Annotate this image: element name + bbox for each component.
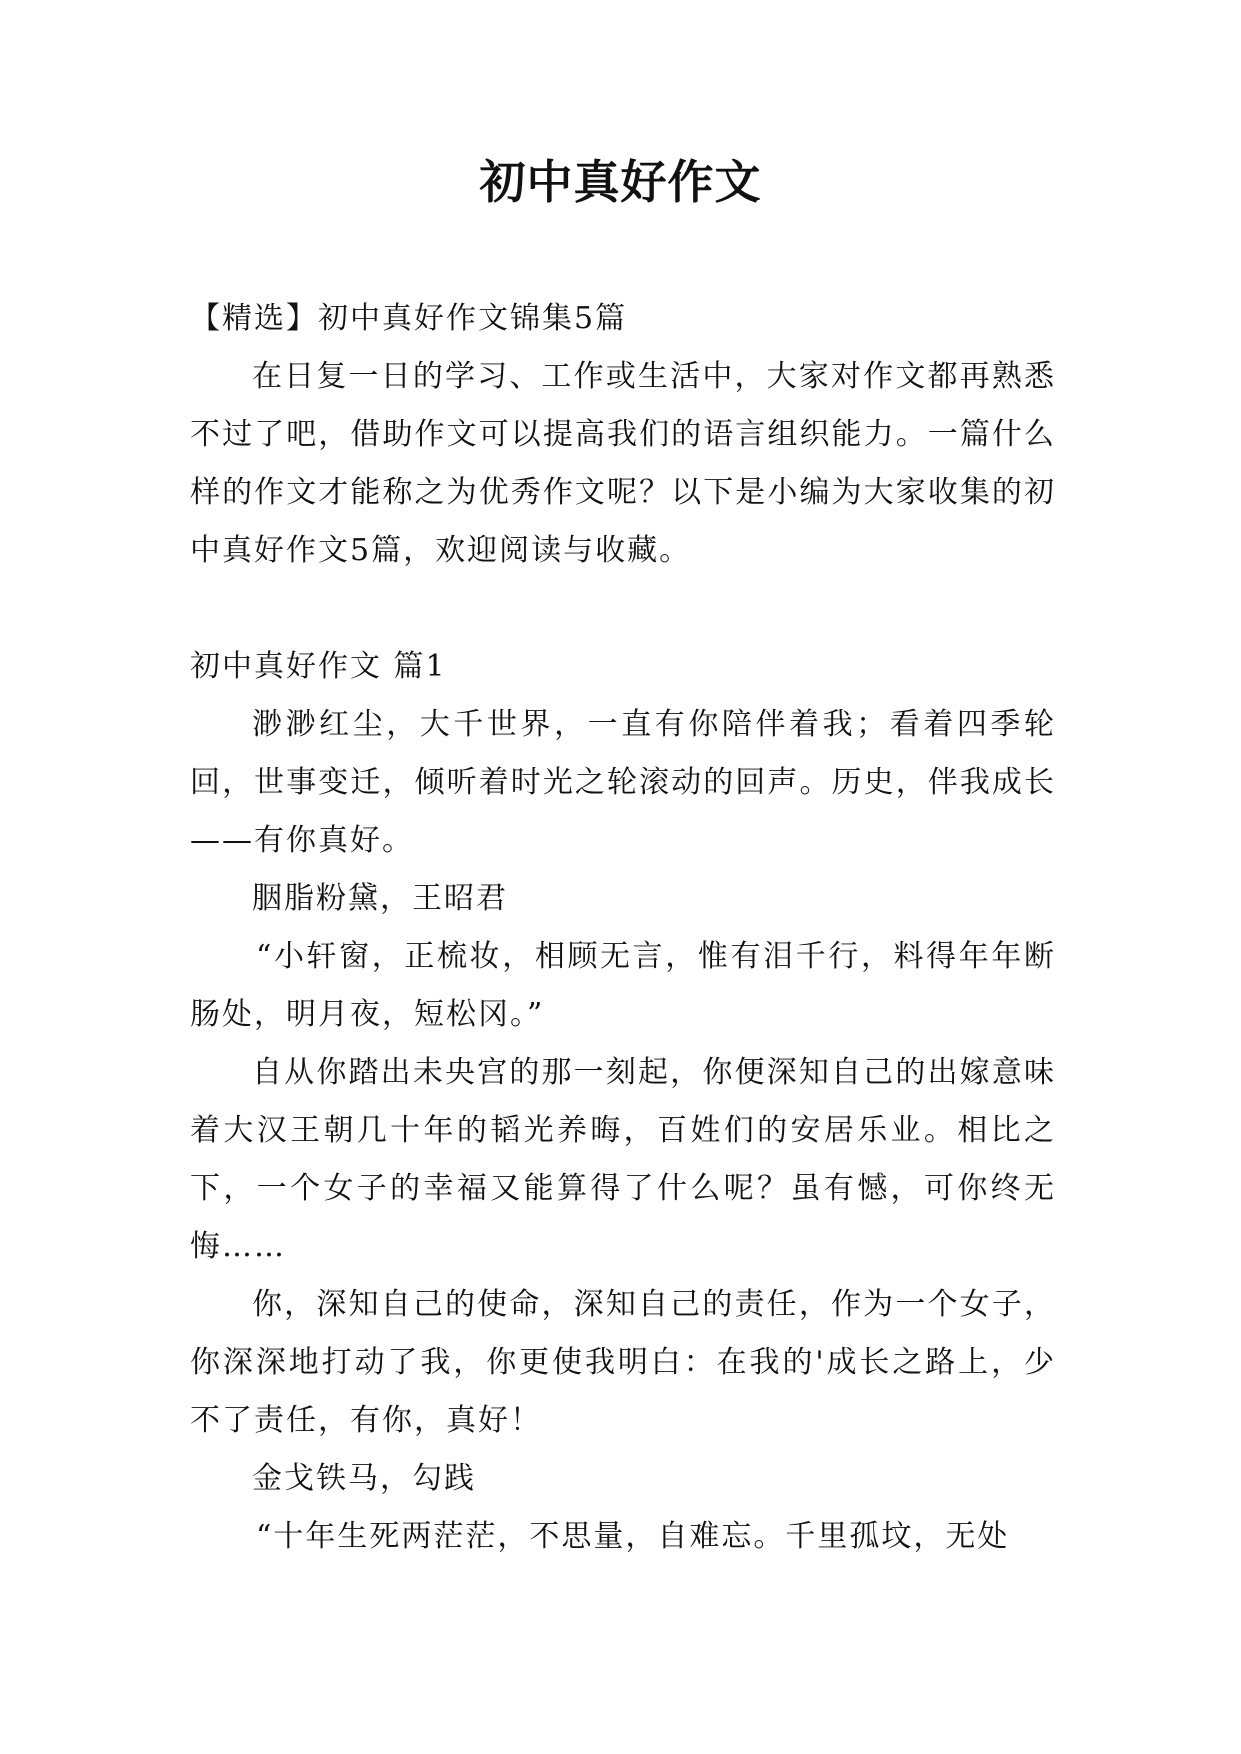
body-paragraph: 金戈铁马，勾践 bbox=[252, 1461, 476, 1496]
intro-paragraph: 在日复一日的学习、工作或生活中，大家对作文都再熟悉不过了吧，借助作文可以提高我们的语言组织能力。一篇什么样的作文才能称之为优秀作文呢？以下是小编为大家收集的初中真好作文5篇，欢迎阅读与收藏。 bbox=[190, 359, 1056, 568]
body-paragraph: 渺渺红尘，大千世界，一直有你陪伴着我；看着四季轮回，世事变迁，倾听着时光之轮滚动的回声。历史，伴我成长——有你真好。 bbox=[190, 707, 1056, 858]
section-heading: 初中真好作文 篇1 bbox=[190, 649, 447, 684]
quote-paragraph: “小轩窗，正梳妆，相顾无言，惟有泪千行，料得年年断肠处，明月夜，短松冈。” bbox=[190, 939, 1056, 1032]
document-subtitle: 【精选】初中真好作文锦集5篇 bbox=[190, 301, 628, 336]
document-title: 初中真好作文 bbox=[479, 155, 762, 209]
body-paragraph: 自从你踏出未央宫的那一刻起，你便深知自己的出嫁意味着大汉王朝几十年的韬光养晦，百姓们的安居乐业。相比之下，一个女子的幸福又能算得了什么呢？虽有憾，可你终无悔…… bbox=[190, 1055, 1056, 1264]
quote-paragraph: “十年生死两茫茫，不思量，自难忘。千里孤坟，无处 bbox=[256, 1519, 1010, 1554]
body-paragraph: 你，深知自己的使命，深知自己的责任，作为一个女子，你深深地打动了我，你更使我明白：在我的'成长之路上，少不了责任，有你，真好！ bbox=[190, 1287, 1056, 1438]
body-paragraph: 胭脂粉黛，王昭君 bbox=[252, 881, 508, 916]
document-body bbox=[190, 290, 1056, 1566]
